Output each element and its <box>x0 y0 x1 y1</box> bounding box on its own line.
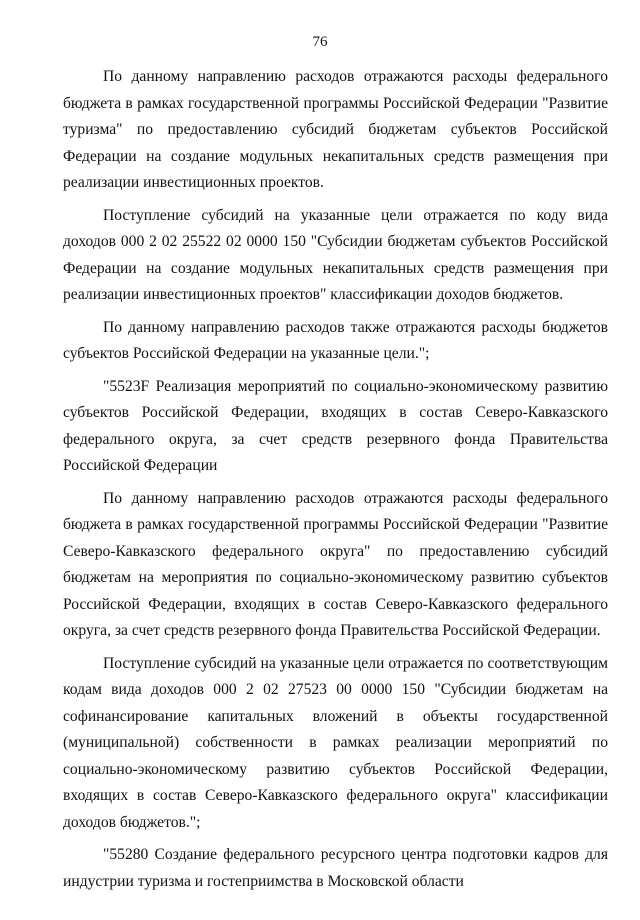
paragraph: "5523F Реализация мероприятий по социально-экономическому развитию субъектов Российской Федерации, входящих в состав Северо-Кавказского федерального округа, за счет средств резервного фонда Правительства Российской Федерации <box>63 377 608 474</box>
paragraph: По данному направлению расходов также отражаются расходы бюджетов субъектов Российской Федерации на указанные цели."; <box>63 318 608 362</box>
document-body <box>63 64 608 901</box>
paragraph: Поступление субсидий на указанные цели отражается по коду вида доходов 000 2 02 25522 02 0000 150 "Субсидии бюджетам субъектов Российской Федерации на создание модульных некапитальных средств размещения при реализации инвестиционных проектов" классификации доходов бюджетов. <box>63 206 608 303</box>
page-number: 76 <box>312 34 328 50</box>
paragraph: "55280 Создание федерального ресурсного центра подготовки кадров для индустрии туризма и гостеприимства в Московской области <box>63 846 608 890</box>
paragraph: Поступление субсидий на указанные цели отражается по соответствующим кодам вида доходов 000 2 02 27523 00 0000 150 "Субсидии бюджетам на софинансирование капитальных вложений в объекты государственной (муниципальной) собственности в рамках реализации мероприятий по социально-экономическому развитию субъектов Российской Федерации, входящих в состав Северо-Кавказского федерального округа" классификации доходов бюджетов."; <box>63 654 608 831</box>
paragraph: По данному направлению расходов отражаются расходы федерального бюджета в рамках государственной программы Российской Федерации "Развитие туризма" по предоставлению субсидий бюджетам субъектов Российской Федерации на создание модульных некапитальных средств размещения при реализации инвестиционных проектов. <box>63 68 608 191</box>
paragraph: По данному направлению расходов отражаются расходы федерального бюджета в рамках государственной программы Российской Федерации "Развитие Северо-Кавказского федерального округа" по предоставлению субсидий бюджетам на мероприятия по социально-экономическому развитию субъектов Российской Федерации, входящих в состав Северо-Кавказского федерального округа, за счет средств резервного фонда Правительства Российской Федерации. <box>63 489 608 639</box>
